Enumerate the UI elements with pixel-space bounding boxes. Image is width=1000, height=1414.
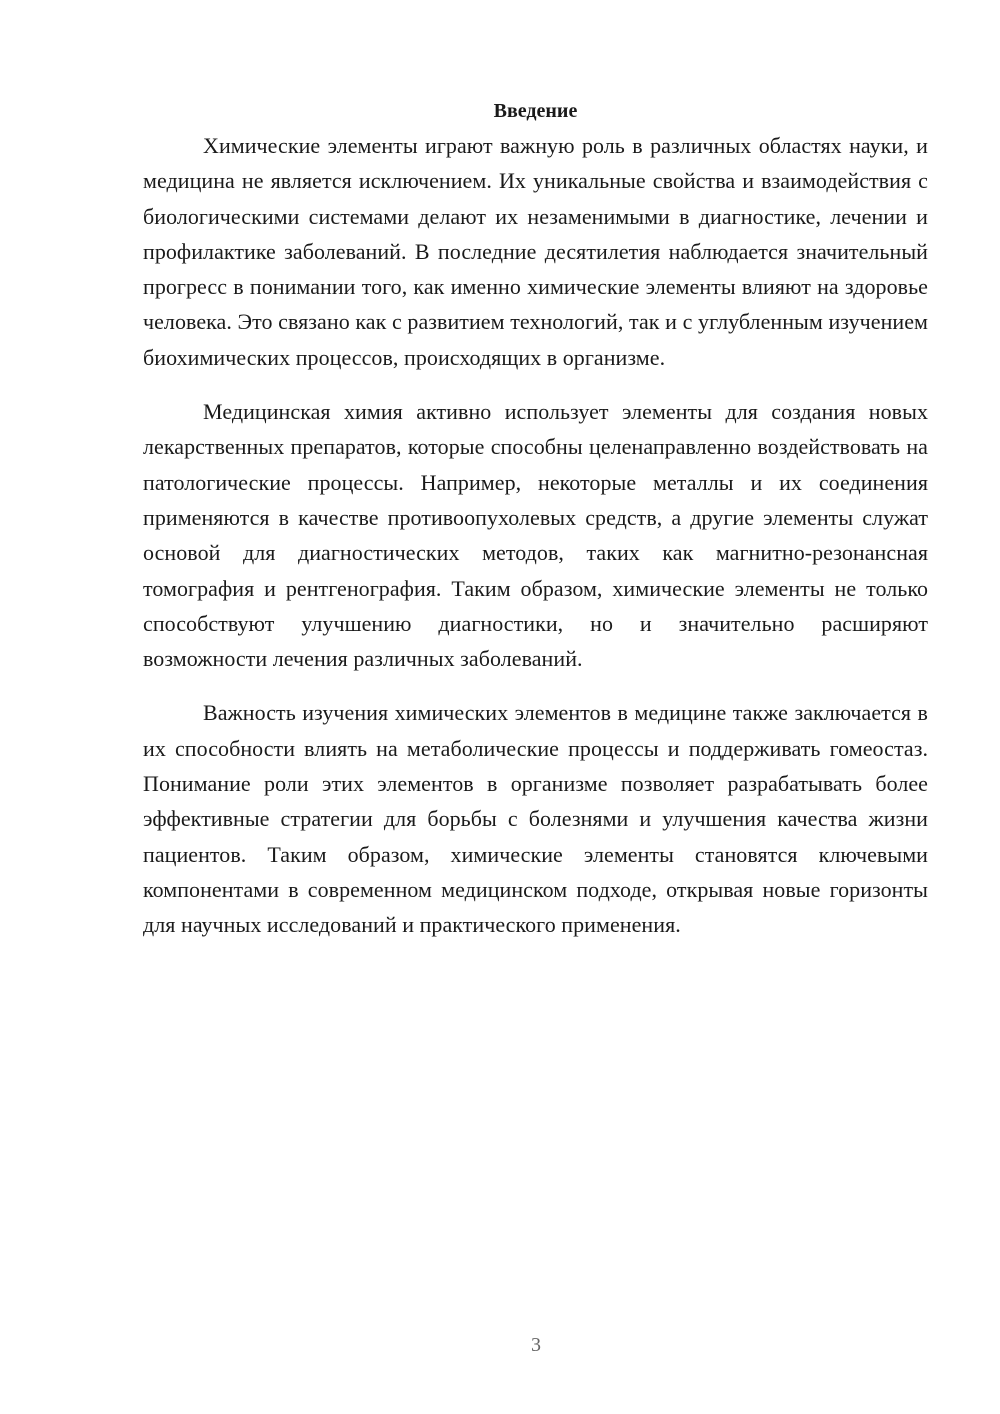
paragraph-1: Химические элементы играют важную роль в различных областях науки, и медицина не является исключением. Их уникальные свойства и взаимодействия с биологическими системами делают их незаменимыми в диагностике, лечении и профилактике заболеваний. В последние десятилетия наблюдается значительный прогресс в понимании того, как именно химические элементы влияют на здоровье человека. Это связано как с развитием технологий, так и с углубленным изучением биохимических процессов, происходящих в организме. (143, 133, 928, 370)
paragraph-2: Медицинская химия активно использует элементы для создания новых лекарственных препаратов, которые способны целенаправленно воздействовать на патологические процессы. Например, некоторые металлы и их соединения применяются в качестве противоопухолевых средств, а другие элементы служат основой для диагностических методов, таких как магнитно-резонансная томография и рентгенография. Таким образом, химические элементы не только способствуют улучшению диагностики, но и значительно расширяют возможности лечения различных заболеваний. (143, 399, 928, 672)
page-number: 3 (531, 1334, 541, 1356)
section-heading: Введение (493, 100, 578, 122)
paragraph-3: Важность изучения химических элементов в медицине также заключается в их способности влиять на метаболические процессы и поддерживать гомеостаз. Понимание роли этих элементов в организме позволяет разрабатывать более эффективные стратегии для борьбы с болезнями и улучшения качества жизни пациентов. Таким образом, химические элементы становятся ключевыми компонентами в современном медицинском подходе, открывая новые горизонты для научных исследований и практического применения. (143, 700, 928, 938)
page-content (143, 96, 928, 962)
page-number-container (0, 1333, 1000, 1357)
